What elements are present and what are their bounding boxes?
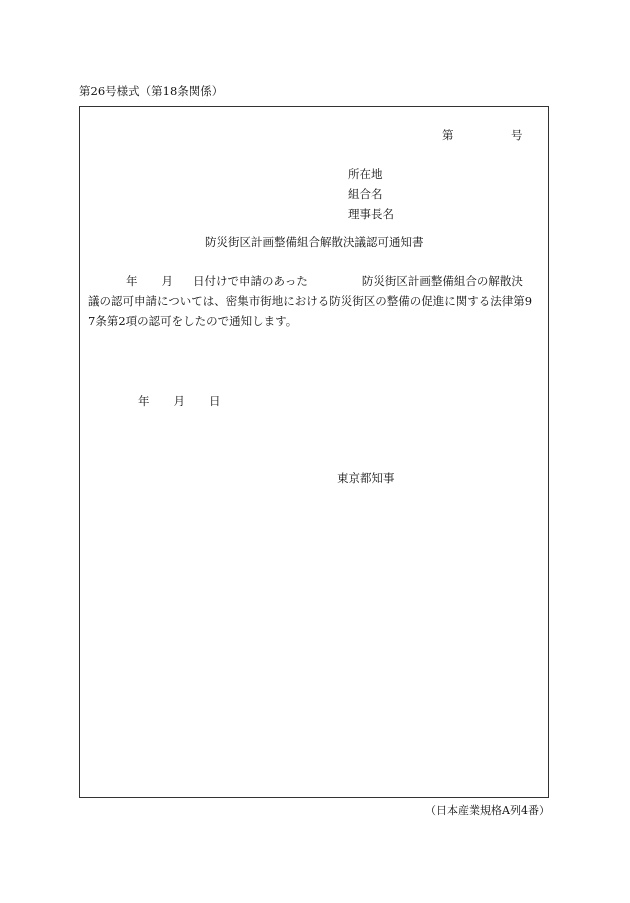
doc-number-suffix: 号	[511, 128, 523, 142]
issue-date	[138, 393, 221, 409]
date-day: 日	[209, 394, 221, 408]
doc-number-prefix: 第	[442, 128, 454, 142]
body-month: 月	[161, 274, 173, 288]
issuer: 東京都知事	[337, 471, 395, 485]
date-month: 月	[173, 394, 185, 408]
body-line-1	[88, 273, 523, 289]
body-year: 年	[126, 274, 138, 288]
paper-size-note: （日本産業規格A列4番）	[425, 804, 550, 817]
body-date-text: 日付けで申請のあった	[193, 274, 308, 288]
date-year: 年	[138, 394, 150, 408]
body-line-2: 議の認可申請については、密集市街地における防災街区の整備の促進に関する法律第9	[88, 294, 533, 308]
form-number: 第26号様式（第18条関係）	[79, 84, 224, 98]
addressee-location-label: 所在地	[348, 167, 383, 181]
body-line-3: 7条第2項の認可をしたので通知します。	[88, 314, 298, 328]
addressee-association-label: 組合名	[348, 187, 383, 201]
document-title: 防災街区計画整備組合解散決議認可通知書	[205, 235, 424, 249]
body-association-text: 防災街区計画整備組合の解散決	[361, 274, 523, 288]
document-frame	[79, 106, 549, 798]
addressee-chairman-label: 理事長名	[348, 207, 394, 221]
